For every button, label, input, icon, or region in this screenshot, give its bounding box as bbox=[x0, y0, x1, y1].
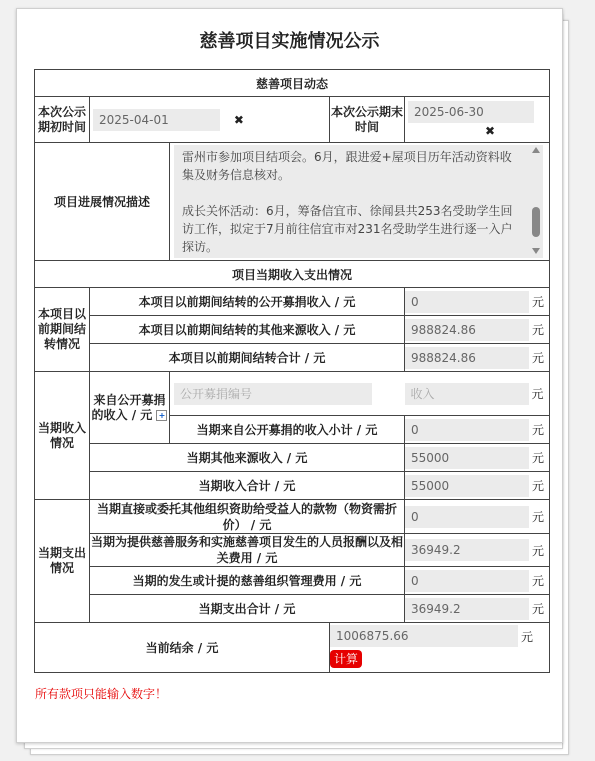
unit-label: 元 bbox=[521, 629, 534, 644]
balance-input[interactable]: 1006875.66 bbox=[330, 625, 518, 647]
period-end-input[interactable]: 2025-06-30 bbox=[408, 101, 534, 123]
unit-label: 元 bbox=[532, 351, 545, 365]
expense-direct-label: 当期直接或委托其他组织资助给受益人的款物（物资需折价） / 元 bbox=[90, 500, 405, 534]
clear-end-icon[interactable]: ✖ bbox=[485, 123, 496, 138]
public-income-label-cell bbox=[90, 372, 170, 444]
public-income-cell bbox=[405, 372, 550, 416]
period-end-label: 本次公示期末时间 bbox=[330, 97, 405, 143]
progress-text: 雷州市参加项目结项会。6月，跟进爱+屋项目历年活动资料收集及财务信息核对。 成长关怀活动：6月，筹备信宜市、徐闻县共253名受助学生回访工作，拟定于7月前往信宜市对231名受助学生进行逐一入户探访。 bbox=[182, 150, 513, 254]
balance-cell bbox=[330, 623, 550, 673]
unit-label: 元 bbox=[532, 451, 545, 465]
scroll-up-icon[interactable] bbox=[532, 147, 540, 153]
expense-admin-input[interactable]: 0 bbox=[405, 570, 529, 592]
carryover-public-cell bbox=[405, 288, 550, 316]
balance-label: 当前结余 / 元 bbox=[35, 623, 330, 673]
carryover-other-cell bbox=[405, 316, 550, 344]
expense-admin-cell bbox=[405, 567, 550, 595]
scroll-down-icon[interactable] bbox=[532, 248, 540, 254]
dynamics-header: 慈善项目动态 bbox=[35, 70, 550, 97]
scroll-thumb[interactable] bbox=[532, 207, 540, 237]
finance-header: 项目当期收入支出情况 bbox=[35, 261, 550, 288]
unit-label: 元 bbox=[532, 510, 545, 524]
unit-label: 元 bbox=[532, 295, 545, 309]
expense-direct-input[interactable]: 0 bbox=[405, 506, 529, 528]
expense-service-input[interactable]: 36949.2 bbox=[405, 539, 529, 561]
form-paper bbox=[16, 8, 563, 743]
public-code-input[interactable]: 公开募捐编号 bbox=[174, 383, 372, 405]
income-total-cell bbox=[405, 472, 550, 500]
unit-label: 元 bbox=[532, 479, 545, 493]
other-income-cell bbox=[405, 444, 550, 472]
progress-cell bbox=[170, 143, 550, 261]
carryover-total-cell bbox=[405, 344, 550, 372]
progress-label: 项目进展情况描述 bbox=[35, 143, 170, 261]
other-income-input[interactable]: 55000 bbox=[405, 447, 529, 469]
expense-service-cell bbox=[405, 534, 550, 567]
expense-total-cell bbox=[405, 595, 550, 623]
other-income-label: 当期其他来源收入 / 元 bbox=[90, 444, 405, 472]
unit-label: 元 bbox=[532, 323, 545, 337]
unit-label: 元 bbox=[532, 423, 545, 437]
project-form-table bbox=[34, 69, 550, 673]
carryover-other-label: 本项目以前期间结转的其他来源收入 / 元 bbox=[90, 316, 405, 344]
public-subtotal-label: 当期来自公开募捐的收入小计 / 元 bbox=[170, 416, 405, 444]
expense-service-label: 当期为提供慈善服务和实施慈善项目发生的人员报酬以及相关费用 / 元 bbox=[90, 535, 403, 565]
unit-label: 元 bbox=[532, 602, 545, 616]
public-income-input[interactable]: 收入 bbox=[405, 383, 529, 405]
carryover-total-input[interactable]: 988824.86 bbox=[405, 347, 529, 369]
period-end-cell bbox=[405, 97, 550, 143]
numeric-input-note: 所有款项只能输入数字！ bbox=[35, 687, 168, 701]
expense-total-input[interactable]: 36949.2 bbox=[405, 598, 529, 620]
progress-textarea[interactable] bbox=[174, 145, 543, 258]
carryover-group-label: 本项目以前期间结转情况 bbox=[35, 288, 90, 372]
carryover-public-input[interactable]: 0 bbox=[405, 291, 529, 313]
income-total-input[interactable]: 55000 bbox=[405, 475, 529, 497]
period-start-input[interactable]: 2025-04-01 bbox=[93, 109, 220, 131]
public-income-label: 来自公开募捐的收入 / 元 bbox=[91, 392, 166, 422]
unit-label: 元 bbox=[532, 543, 545, 558]
expense-total-label: 当期支出合计 / 元 bbox=[90, 595, 405, 623]
unit-label: 元 bbox=[532, 574, 545, 588]
add-row-icon[interactable]: + bbox=[156, 410, 167, 421]
carryover-public-label: 本项目以前期间结转的公开募捐收入 / 元 bbox=[90, 288, 405, 316]
expense-group-label: 当期支出情况 bbox=[35, 500, 90, 623]
carryover-other-input[interactable]: 988824.86 bbox=[405, 319, 529, 341]
page-title: 慈善项目实施情况公示 bbox=[199, 31, 380, 52]
period-start-cell bbox=[90, 97, 330, 143]
expense-admin-label: 当期的发生或计提的慈善组织管理费用 / 元 bbox=[90, 567, 405, 595]
public-code-cell bbox=[170, 372, 405, 416]
public-subtotal-input[interactable]: 0 bbox=[405, 419, 529, 441]
carryover-total-label: 本项目以前期间结转合计 / 元 bbox=[90, 344, 405, 372]
period-start-label: 本次公示期初时间 bbox=[35, 97, 90, 143]
calculate-button[interactable]: 计算 bbox=[330, 650, 362, 668]
income-total-label: 当期收入合计 / 元 bbox=[90, 472, 405, 500]
expense-direct-cell bbox=[405, 500, 550, 534]
unit-label: 元 bbox=[531, 387, 544, 401]
public-subtotal-cell bbox=[405, 416, 550, 444]
income-group-label: 当期收入情况 bbox=[35, 372, 90, 500]
progress-scrollbar[interactable] bbox=[529, 145, 543, 258]
clear-start-icon[interactable]: ✖ bbox=[233, 112, 244, 127]
